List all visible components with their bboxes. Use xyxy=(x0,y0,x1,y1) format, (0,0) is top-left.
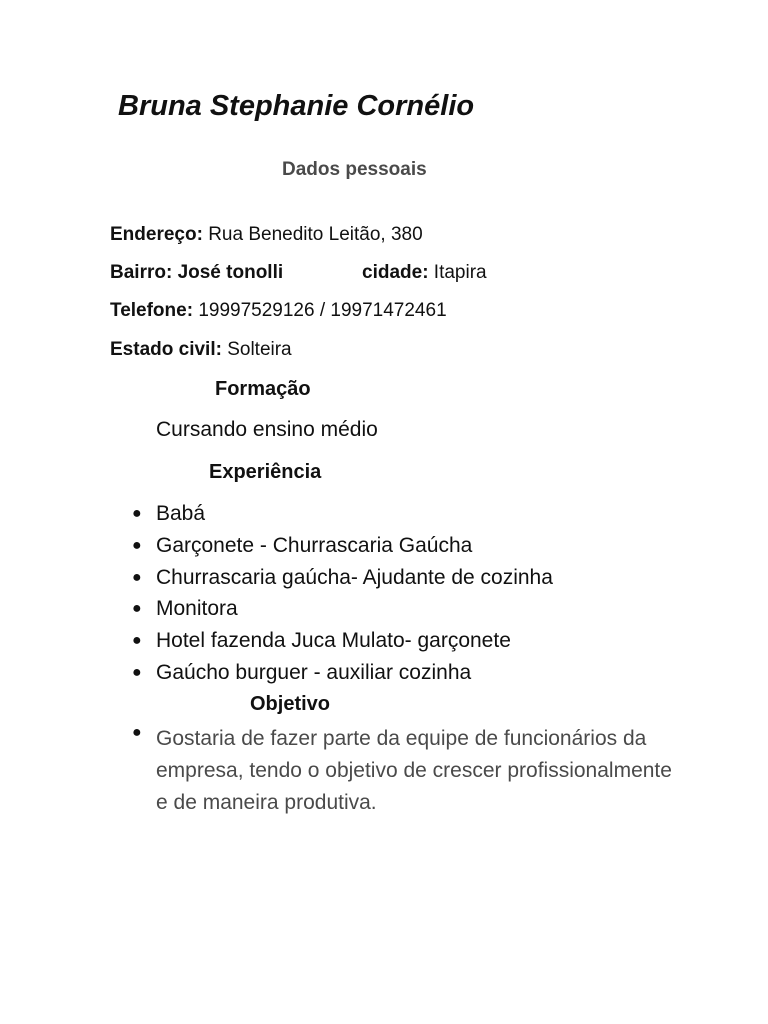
address-value: Rua Benedito Leitão, 380 xyxy=(202,224,423,245)
civil-status-row xyxy=(110,339,292,361)
experience-list xyxy=(132,498,553,689)
objective-heading: Objetivo xyxy=(250,693,331,715)
list-item: ● Monitora xyxy=(132,593,553,625)
bullet-icon: ● xyxy=(132,505,142,522)
address-row xyxy=(110,224,423,246)
list-item: ● Churrascaria gaúcha- Ajudante de cozinha xyxy=(132,562,553,594)
bullet-icon: ● xyxy=(132,536,142,554)
phone-row xyxy=(110,300,447,322)
list-item: ● Gaúcho burguer - auxiliar cozinha xyxy=(132,657,553,689)
bullet-icon: ● xyxy=(132,724,142,741)
city-row xyxy=(362,262,487,284)
bullet-icon: ● xyxy=(132,568,142,586)
city-label: cidade: xyxy=(362,262,429,283)
education-text: Cursando ensino médio xyxy=(156,418,378,441)
list-item: ● Hotel fazenda Juca Mulato- garçonete xyxy=(132,625,553,657)
district-row xyxy=(110,262,283,284)
bullet-icon: ● xyxy=(132,663,142,681)
personal-data-heading: Dados pessoais xyxy=(282,159,427,180)
bullet-icon: ● xyxy=(132,632,142,650)
experience-heading: Experiência xyxy=(209,461,322,483)
civil-status-label: Estado civil: xyxy=(110,339,222,360)
list-item: ● Babá xyxy=(132,498,553,530)
bullet-icon: ● xyxy=(132,600,142,618)
district-label: Bairro: José tonolli xyxy=(110,262,284,283)
phone-value: 19997529126 / 19971472461 xyxy=(193,300,447,321)
phone-label: Telefone: xyxy=(110,300,194,321)
address-label: Endereço: xyxy=(110,224,203,245)
objective-item xyxy=(132,723,672,819)
list-item: ● Garçonete - Churrascaria Gaúcha xyxy=(132,530,553,562)
civil-status-value: Solteira xyxy=(221,339,292,360)
candidate-name: Bruna Stephanie Cornélio xyxy=(118,90,475,122)
city-value: Itapira xyxy=(428,262,487,283)
objective-text: Gostaria de fazer parte da equipe de funcionários da empresa, tendo o objetivo de crescer profissionalmente e de maneira produtiva. xyxy=(156,727,672,814)
education-heading: Formação xyxy=(215,378,311,400)
